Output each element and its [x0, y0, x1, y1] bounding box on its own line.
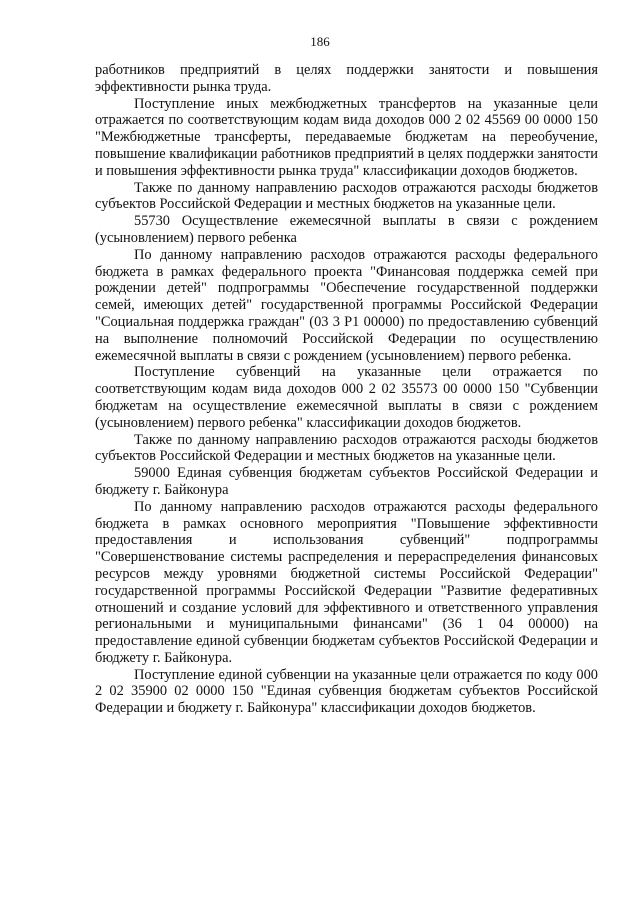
paragraph-55730-income: Поступление субвенций на указанные цели отражается по соответствующим кодам вида доходов 000 2 02 35573 00 0000 150 "Субвенции бюджетам на осуществление ежемесячной выплаты в связи с рождением (усыновлением) первого ребенка" классификации доходов бюджетов.	[95, 364, 598, 431]
section-heading-55730: 55730 Осуществление ежемесячной выплаты в связи с рождением (усыновлением) первого ребенка	[95, 213, 598, 246]
paragraph-55730-regional-expenses: Также по данному направлению расходов отражаются расходы бюджетов субъектов Российской Федерации и местных бюджетов на указанные цели.	[95, 431, 598, 465]
document-body	[95, 62, 598, 717]
page-number: 186	[310, 34, 330, 49]
section-heading-59000: 59000 Единая субвенция бюджетам субъектов Российской Федерации и бюджету г. Байконура	[95, 465, 598, 498]
paragraph-59000-income: Поступление единой субвенции на указанные цели отражается по коду 000 2 02 35900 02 0000 150 "Единая субвенция бюджетам субъектов Российской Федерации и бюджету г. Байконура" классификации доходов бюджетов.	[95, 666, 598, 717]
paragraph-transfers-income: Поступление иных межбюджетных трансфертов на указанные цели отражается по соответствующим кодам вида доходов 000 2 02 45569 00 0000 150 "Межбюджетные трансферты, передаваемые бюджетам на переобучение, повышение квалификации работников предприятий в целях поддержки занятости и повышения эффективности рынка труда" классификации доходов бюджетов.	[95, 95, 598, 179]
paragraph-regional-expenses: Также по данному направлению расходов отражаются расходы бюджетов субъектов Российской Федерации и местных бюджетов на указанные цели.	[95, 179, 598, 213]
paragraph-continuation: работников предприятий в целях поддержки занятости и повышения эффективности рынка труда.	[95, 62, 598, 95]
paragraph-55730-description: По данному направлению расходов отражаются расходы федерального бюджета в рамках федерального проекта "Финансовая поддержка семей при рождении детей" подпрограммы "Обеспечение государственной поддержки семей, имеющих детей" государственной программы Российской Федерации "Социальная поддержка граждан" (03 3 P1 00000) по предоставлению субвенций на выполнение полномочий Российской Федерации по осуществлению ежемесячной выплаты в связи с рождением (усыновлением) первого ребенка.	[95, 246, 598, 364]
paragraph-59000-description: По данному направлению расходов отражаются расходы федерального бюджета в рамках основного мероприятия "Повышение эффективности предоставления и использования субвенций" подпрограммы "Совершенствование системы распределения и перераспределения финансовых ресурсов между уровнями бюджетной системы Российской Федерации" государственной программы Российской Федерации "Развитие федеративных отношений и создание условий для эффективного и ответственного управления региональными и муниципальными финансами" (36 1 04 00000) на предоставление единой субвенции бюджетам субъектов Российской Федерации и бюджету г. Байконура.	[95, 498, 598, 666]
